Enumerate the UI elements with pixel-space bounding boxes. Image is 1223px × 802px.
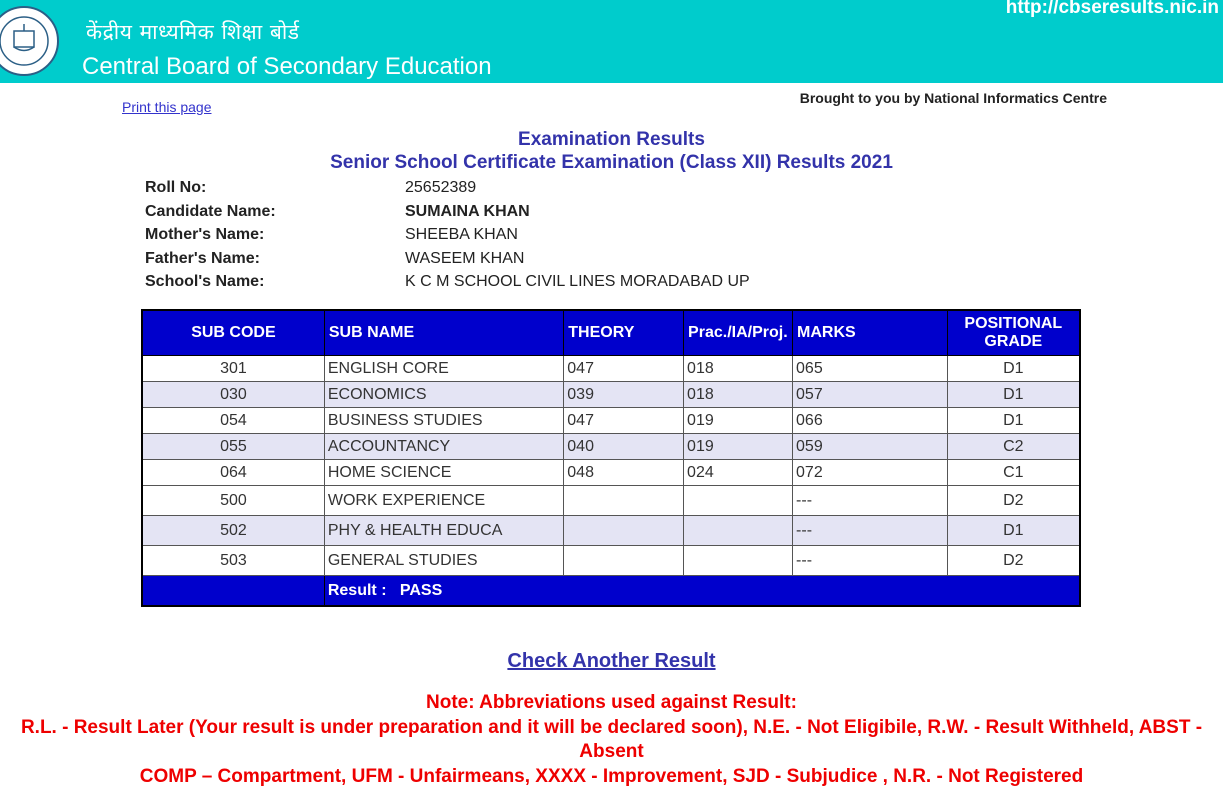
marks-cell: 057 <box>793 382 948 408</box>
theory-cell <box>564 486 684 516</box>
sub-code-cell: 064 <box>142 460 324 486</box>
check-another-container <box>0 650 1223 673</box>
sub-name-cell: ACCOUNTANCY <box>324 434 563 460</box>
grade-cell: D1 <box>947 516 1080 546</box>
theory-cell: 047 <box>564 356 684 382</box>
roll-no-value: 25652389 <box>405 179 477 196</box>
site-url: http://cbseresults.nic.in <box>1005 0 1219 18</box>
header-practical: Prac./IA/Proj. <box>684 310 793 356</box>
note-line-4: COMP – Compartment, UFM - Unfairmeans, XXXX - Improvement, SJD - Subjudice , N.R. - Not Registered <box>139 765 1084 787</box>
marks-cell: --- <box>793 546 948 576</box>
table-row <box>142 408 1080 434</box>
brought-by-text: Brought to you by National Informatics Centre <box>799 90 1107 106</box>
sub-name-cell: HOME SCIENCE <box>324 460 563 486</box>
note-line-2: R.L. - Result Later (Your result is under preparation and it will be declared soon), N.E. - Not Eligibile, R.W. - Result Withheld, ABST - <box>20 716 1203 738</box>
note-line-3: Absent <box>579 741 644 762</box>
grade-cell: D1 <box>947 356 1080 382</box>
table-row <box>142 546 1080 576</box>
cbse-emblem-icon <box>0 0 60 86</box>
practical-cell <box>684 516 793 546</box>
theory-cell: 048 <box>564 460 684 486</box>
result-status: Result : PASS <box>324 576 1080 607</box>
header-grade-line1: POSITIONAL <box>964 315 1063 332</box>
grade-cell: D2 <box>947 486 1080 516</box>
theory-cell <box>564 516 684 546</box>
mother-name-value: SHEEBA KHAN <box>405 226 518 243</box>
table-row <box>142 460 1080 486</box>
board-hindi-title: केंद्रीय माध्यमिक शिक्षा बोर्ड <box>86 20 300 44</box>
board-english-title: Central Board of Secondary Education <box>82 53 492 80</box>
theory-cell <box>564 546 684 576</box>
candidate-name-value: SUMAINA KHAN <box>405 203 530 220</box>
school-name-label: School's Name: <box>145 273 265 290</box>
check-another-result-link[interactable]: Check Another Result <box>507 650 716 672</box>
marks-cell: 066 <box>793 408 948 434</box>
theory-cell: 047 <box>564 408 684 434</box>
theory-cell: 039 <box>564 382 684 408</box>
marks-cell: 059 <box>793 434 948 460</box>
sub-name-cell: GENERAL STUDIES <box>324 546 563 576</box>
header-grade-line2: GRADE <box>984 333 1043 350</box>
sub-code-cell: 055 <box>142 434 324 460</box>
marks-cell: 072 <box>793 460 948 486</box>
table-row <box>142 382 1080 408</box>
exam-subtitle: Senior School Certificate Examination (Class XII) Results 2021 <box>330 152 893 173</box>
header-positional-grade <box>947 310 1080 356</box>
sub-code-cell: 503 <box>142 546 324 576</box>
header-sub-code: SUB CODE <box>142 310 324 356</box>
header-marks: MARKS <box>793 310 948 356</box>
grade-cell: C2 <box>947 434 1080 460</box>
sub-code-cell: 054 <box>142 408 324 434</box>
marks-cell: --- <box>793 486 948 516</box>
theory-cell: 040 <box>564 434 684 460</box>
father-name-label: Father's Name: <box>145 250 260 267</box>
sub-name-cell: ECONOMICS <box>324 382 563 408</box>
sub-code-cell: 500 <box>142 486 324 516</box>
result-spacer-cell <box>142 576 324 607</box>
marks-cell: --- <box>793 516 948 546</box>
header-sub-name: SUB NAME <box>324 310 563 356</box>
marks-table <box>141 309 1081 607</box>
marks-table-body <box>142 356 1080 607</box>
table-row <box>142 486 1080 516</box>
table-row <box>142 356 1080 382</box>
sub-name-cell: ENGLISH CORE <box>324 356 563 382</box>
candidate-name-label: Candidate Name: <box>145 203 276 220</box>
marks-cell: 065 <box>793 356 948 382</box>
mother-name-label: Mother's Name: <box>145 226 265 243</box>
header-theory: THEORY <box>564 310 684 356</box>
abbreviations-note <box>0 691 1223 789</box>
result-row <box>142 576 1080 607</box>
practical-cell: 018 <box>684 356 793 382</box>
table-row <box>142 516 1080 546</box>
exam-title: Examination Results <box>518 129 705 150</box>
grade-cell: D1 <box>947 382 1080 408</box>
practical-cell: 019 <box>684 434 793 460</box>
sub-name-cell: PHY & HEALTH EDUCA <box>324 516 563 546</box>
table-row <box>142 434 1080 460</box>
school-name-value: K C M SCHOOL CIVIL LINES MORADABAD UP <box>405 273 750 290</box>
sub-code-cell: 301 <box>142 356 324 382</box>
sub-name-cell: BUSINESS STUDIES <box>324 408 563 434</box>
sub-name-cell: WORK EXPERIENCE <box>324 486 563 516</box>
roll-no-label: Roll No: <box>145 179 207 196</box>
sub-code-cell: 030 <box>142 382 324 408</box>
practical-cell: 024 <box>684 460 793 486</box>
practical-cell <box>684 486 793 516</box>
practical-cell: 019 <box>684 408 793 434</box>
grade-cell: C1 <box>947 460 1080 486</box>
practical-cell: 018 <box>684 382 793 408</box>
print-page-link[interactable]: Print this page <box>122 99 212 115</box>
sub-code-cell: 502 <box>142 516 324 546</box>
grade-cell: D1 <box>947 408 1080 434</box>
practical-cell <box>684 546 793 576</box>
grade-cell: D2 <box>947 546 1080 576</box>
marks-table-header <box>142 310 1080 356</box>
header-banner <box>0 0 1223 83</box>
note-heading: Note: Abbreviations used against Result: <box>426 692 797 713</box>
father-name-value: WASEEM KHAN <box>405 250 525 267</box>
